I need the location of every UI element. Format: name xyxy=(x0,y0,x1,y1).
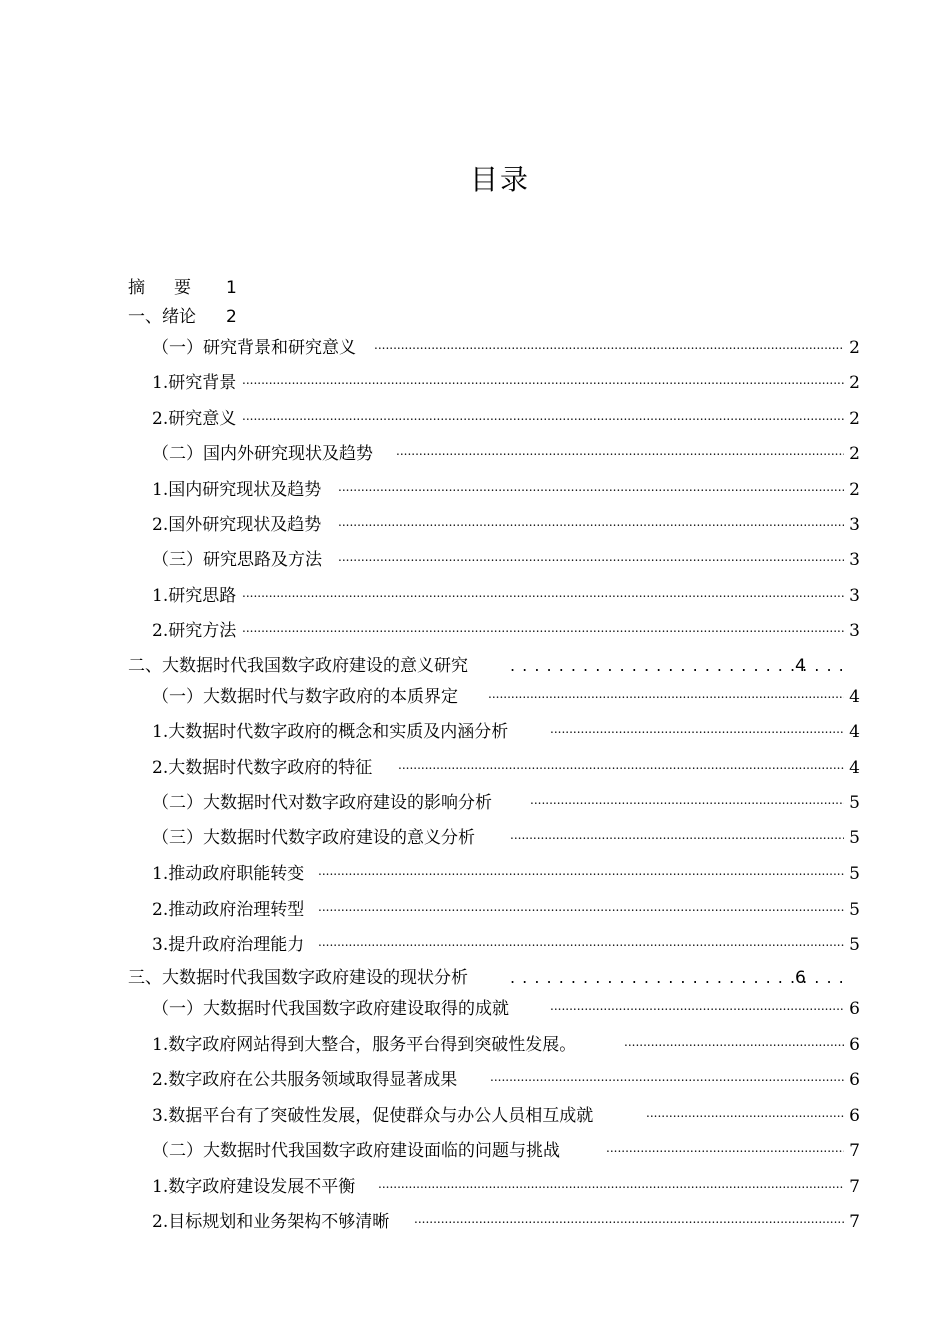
toc-leader-dots xyxy=(318,897,844,923)
toc-entry-page: 4 xyxy=(849,687,860,707)
toc-entry-label: 2.研究方法 xyxy=(152,621,237,641)
toc-entry[interactable] xyxy=(0,861,950,887)
toc-entry[interactable] xyxy=(0,547,950,573)
toc-entry-page: 3 xyxy=(849,550,860,570)
toc-entry-label: 1.大数据时代数字政府的概念和实质及内涵分析 xyxy=(152,722,509,742)
toc-leader-dots xyxy=(550,719,844,745)
toc-leader-dots xyxy=(242,583,844,609)
toc-entry[interactable] xyxy=(0,897,950,923)
toc-entry-page: 2 xyxy=(849,444,860,464)
toc-leader-dots xyxy=(510,825,844,851)
toc-entry-label: （一）研究背景和研究意义 xyxy=(152,338,356,358)
toc-leader-dots xyxy=(242,370,844,396)
toc-entry-label: 1.数字政府网站得到大整合，服务平台得到突破性发展。 xyxy=(152,1035,577,1055)
toc-entry-page: 3 xyxy=(849,621,860,641)
toc-entry-chapter-1[interactable] xyxy=(0,304,950,330)
toc-entry-page: 4 xyxy=(849,722,860,742)
toc-entry-label: 1.数字政府建设发展不平衡 xyxy=(152,1177,356,1197)
toc-entry-label: 3.数据平台有了突破性发展，促使群众与办公人员相互成就 xyxy=(152,1106,594,1126)
toc-entry[interactable] xyxy=(0,1103,950,1129)
toc-entry-label: 2.研究意义 xyxy=(152,409,237,429)
toc-entry-label: 1.国内研究现状及趋势 xyxy=(152,480,322,500)
toc-entry-page: 2 xyxy=(849,409,860,429)
toc-leader-dots xyxy=(550,996,844,1022)
toc-leader-dots xyxy=(490,1067,844,1093)
toc-entry-label: 1.推动政府职能转变 xyxy=(152,864,305,884)
toc-entry-label: （一）大数据时代我国数字政府建设取得的成就 xyxy=(152,999,509,1019)
toc-entry-page: 4 xyxy=(795,656,806,676)
toc-entry-label: 摘 要 xyxy=(128,278,197,298)
toc-entry[interactable] xyxy=(0,932,950,958)
toc-entry[interactable] xyxy=(0,1138,950,1164)
toc-title: 目录 xyxy=(469,163,530,196)
toc-leader-dots xyxy=(318,932,844,958)
toc-entry[interactable] xyxy=(0,406,950,432)
toc-leader-dots xyxy=(338,477,844,503)
toc-entry[interactable] xyxy=(0,825,950,851)
toc-entry[interactable] xyxy=(0,477,950,503)
toc-entry-page: 2 xyxy=(226,307,237,327)
toc-leader-dots xyxy=(378,1174,844,1200)
toc-leader-dots xyxy=(318,861,844,887)
toc-entry[interactable] xyxy=(0,618,950,644)
toc-leader-dots xyxy=(242,406,844,432)
toc-leader-dots xyxy=(338,547,844,573)
toc-entry-page: 6 xyxy=(849,1035,860,1055)
toc-leader-dots xyxy=(398,755,844,781)
toc-entry[interactable] xyxy=(0,996,950,1022)
toc-entry-label: 三、大数据时代我国数字政府建设的现状分析 xyxy=(128,968,468,988)
toc-entry[interactable] xyxy=(0,370,950,396)
toc-entry-label: （二）国内外研究现状及趋势 xyxy=(152,444,373,464)
toc-entry[interactable] xyxy=(0,335,950,361)
toc-entry[interactable] xyxy=(0,1067,950,1093)
toc-entry-label: （一）大数据时代与数字政府的本质界定 xyxy=(152,687,458,707)
toc-leader-dots xyxy=(242,618,844,644)
toc-entry[interactable] xyxy=(0,684,950,710)
toc-entry-label: （三）研究思路及方法 xyxy=(152,550,322,570)
toc-entry-label: （二）大数据时代我国数字政府建设面临的问题与挑战 xyxy=(152,1141,560,1161)
toc-entry[interactable] xyxy=(0,441,950,467)
toc-entry[interactable] xyxy=(0,790,950,816)
toc-entry[interactable] xyxy=(0,1209,950,1235)
toc-leader-dots xyxy=(530,790,844,816)
toc-entry-label: 2.数字政府在公共服务领域取得显著成果 xyxy=(152,1070,458,1090)
toc-entry-label: 二、大数据时代我国数字政府建设的意义研究 xyxy=(128,656,468,676)
toc-entry[interactable] xyxy=(0,755,950,781)
toc-entry-page: 6 xyxy=(849,1070,860,1090)
toc-entry-page: 1 xyxy=(226,278,237,298)
toc-entry-page: 5 xyxy=(849,900,860,920)
toc-entry-label: 1.研究思路 xyxy=(152,586,237,606)
toc-entry-page: 7 xyxy=(849,1177,860,1197)
toc-entry-label: 2.推动政府治理转型 xyxy=(152,900,305,920)
toc-entry-label: 一、绪论 xyxy=(128,307,196,327)
toc-entry[interactable] xyxy=(0,719,950,745)
toc-entry-page: 7 xyxy=(849,1212,860,1232)
toc-leader-dots xyxy=(396,441,844,467)
toc-leader-dots xyxy=(624,1032,844,1058)
toc-entry-label: 2.大数据时代数字政府的特征 xyxy=(152,758,373,778)
toc-entry[interactable] xyxy=(0,1174,950,1200)
toc-entry-page: 3 xyxy=(849,515,860,535)
toc-leader-dots xyxy=(606,1138,844,1164)
toc-entry-page: 2 xyxy=(849,373,860,393)
toc-entry-label: 2.目标规划和业务架构不够清晰 xyxy=(152,1212,390,1232)
toc-entry-page: 3 xyxy=(849,586,860,606)
toc-entry-page: 4 xyxy=(849,758,860,778)
toc-entry-label: 2.国外研究现状及趋势 xyxy=(152,515,322,535)
toc-entry-page: 6 xyxy=(795,968,806,988)
toc-entry[interactable] xyxy=(0,583,950,609)
toc-entry-label: 1.研究背景 xyxy=(152,373,237,393)
toc-entry-page: 5 xyxy=(849,828,860,848)
toc-entry-page: 7 xyxy=(849,1141,860,1161)
toc-leader-dots xyxy=(488,684,844,710)
toc-entry-chapter-3[interactable] xyxy=(0,965,950,991)
toc-leader-dots xyxy=(414,1209,844,1235)
toc-entry-chapter-2[interactable] xyxy=(0,653,950,679)
toc-entry-abstract[interactable] xyxy=(0,275,950,301)
toc-entry-page: 6 xyxy=(849,1106,860,1126)
toc-entry[interactable] xyxy=(0,1032,950,1058)
toc-entry[interactable] xyxy=(0,512,950,538)
toc-entry-page: 5 xyxy=(849,935,860,955)
toc-leader-dots xyxy=(374,335,844,361)
toc-leader-dots xyxy=(338,512,844,538)
toc-entry-page: 5 xyxy=(849,864,860,884)
toc-entry-page: 5 xyxy=(849,793,860,813)
toc-entry-label: （二）大数据时代对数字政府建设的影响分析 xyxy=(152,793,492,813)
toc-entry-label: （三）大数据时代数字政府建设的意义分析 xyxy=(152,828,475,848)
toc-entry-page: 2 xyxy=(849,338,860,358)
toc-leader-dots xyxy=(646,1103,844,1129)
toc-entry-label: 3.提升政府治理能力 xyxy=(152,935,305,955)
toc-entry-page: 6 xyxy=(849,999,860,1019)
toc-entry-page: 2 xyxy=(849,480,860,500)
